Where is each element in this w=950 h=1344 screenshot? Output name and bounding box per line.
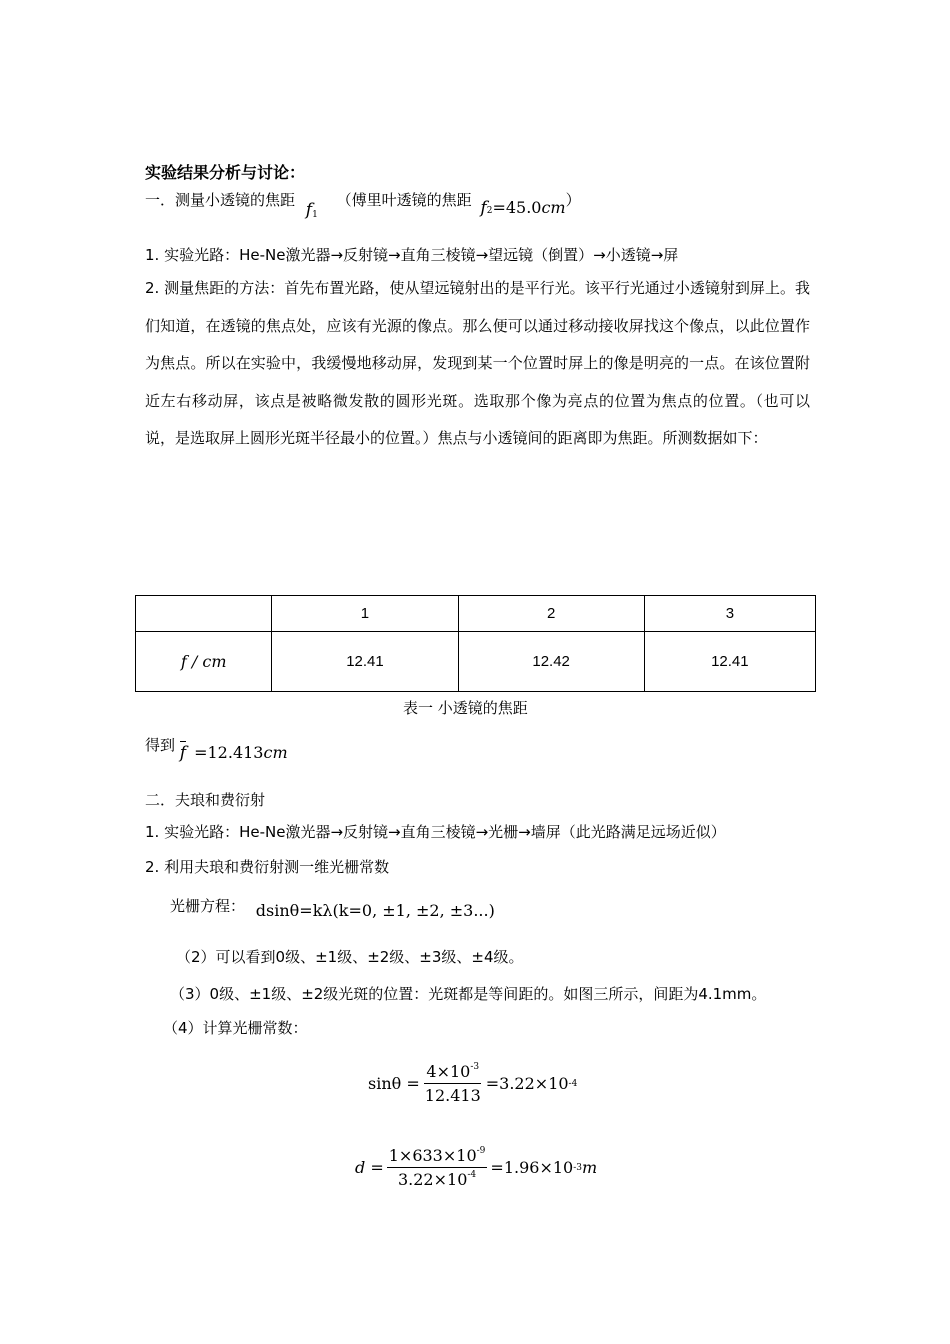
formula-2-rhs: =1.96×10 — [490, 1158, 574, 1177]
formula-1-denominator: 12.413 — [424, 1086, 481, 1105]
s1-item-1: 1. 实验光路：He-Ne激光器→反射镜→直角三棱镜→望远镜（倒置）→小透镜→屏 — [145, 246, 679, 264]
table-header-cell: 2 — [458, 596, 644, 632]
formula-1-numerator: 4×10 — [426, 1062, 471, 1081]
formula-2-num-exp: -9 — [476, 1146, 486, 1156]
table-row — [136, 632, 816, 692]
table-row-label: f / cm — [136, 632, 272, 692]
f2-value: =45.0 — [492, 198, 542, 217]
section-1-title: 一．测量小透镜的焦距 — [145, 191, 296, 209]
f-bar-var: f — [179, 743, 187, 763]
paren-close: ） — [565, 191, 581, 209]
section-1-title-line — [145, 189, 581, 220]
table-header-cell: 1 — [272, 596, 458, 632]
section-heading: 实验结果分析与讨论： — [145, 163, 306, 182]
formula-1-num-exp: -3 — [470, 1062, 480, 1072]
formula-sin-theta — [368, 1062, 577, 1105]
s2-item-2: 2. 利用夫琅和费衍射测一维光栅常数 — [145, 858, 390, 876]
table-cell: 12.41 — [644, 632, 815, 692]
table-cell: 12.41 — [272, 632, 458, 692]
table-header-cell — [136, 596, 272, 632]
result-line — [145, 733, 288, 763]
formula-2-unit: m — [581, 1158, 598, 1177]
f1-sub: 1 — [312, 210, 318, 220]
formula-1-lhs: sinθ = — [368, 1074, 420, 1093]
f2-var: f — [480, 198, 487, 218]
formula-2-lhs: d = — [355, 1158, 384, 1177]
formula-2-denominator: 3.22×10 — [397, 1170, 468, 1189]
formula-1-fraction — [423, 1062, 483, 1105]
formula-2-rhs-exp: -3 — [573, 1162, 582, 1173]
result-value: =12.413 — [194, 743, 264, 762]
table-header-cell: 3 — [644, 596, 815, 632]
grating-equation-label: 光栅方程： — [170, 897, 246, 915]
s2-item-1: 1. 实验光路：He-Ne激光器→反射镜→直角三棱镜→光栅→墙屏（此光路满足远场近似） — [145, 823, 726, 841]
s1-item-2: 2. 测量焦距的方法：首先布置光路，使从望远镜射出的是平行光。该平行光通过小透镜射到屏上。我们知道，在透镜的焦点处，应该有光源的像点。那么便可以通过移动接收屏找这个像点，以此位置作为焦点。所以在实验中，我缓慢地移动屏，发现到某一个位置时屏上的像是明亮的一点。在该位置附近左右移动屏，该点是被略微发散的圆形光斑。选取那个像为亮点的位置为焦点的位置。（也可以说，是选取屏上圆形光斑半径最小的位置。）焦点与小透镜间的距离即为焦距。所测数据如下： — [145, 279, 810, 447]
section-2-title: 二．夫琅和费衍射 — [145, 791, 266, 809]
table-header-row — [136, 596, 816, 632]
s2-para-3: （3）0级、±1级、±2级光斑的位置：光斑都是等间距的。如图三所示，间距为4.1mm。 — [170, 985, 767, 1003]
formula-2-fraction — [387, 1146, 488, 1189]
grating-equation: dsinθ=kλ(k=0, ±1, ±2, ±3...) — [255, 901, 495, 920]
table-cell: 12.42 — [458, 632, 644, 692]
f2-sub: 2 — [486, 206, 493, 216]
table-caption: 表一 小透镜的焦距 — [403, 699, 528, 717]
result-prefix: 得到 — [145, 736, 176, 754]
formula-2-numerator: 1×633×10 — [388, 1146, 477, 1165]
formula-1-rhs: =3.22×10 — [485, 1074, 569, 1093]
f1-var: f — [305, 200, 313, 220]
s2-para-4: （4）计算光栅常数： — [163, 1019, 308, 1037]
grating-equation-line — [170, 895, 495, 920]
s2-para-2: （2）可以看到0级、±1级、±2级、±3级、±4级。 — [176, 948, 524, 966]
formula-grating-constant — [355, 1146, 597, 1189]
f2-unit: cm — [541, 198, 566, 217]
formula-1-rhs-exp: -4 — [568, 1078, 578, 1089]
formula-2-den-exp: -4 — [467, 1170, 477, 1180]
focal-length-table — [135, 595, 816, 692]
paren-open: （傅里叶透镜的焦距 — [336, 191, 472, 209]
result-unit: cm — [263, 743, 288, 762]
